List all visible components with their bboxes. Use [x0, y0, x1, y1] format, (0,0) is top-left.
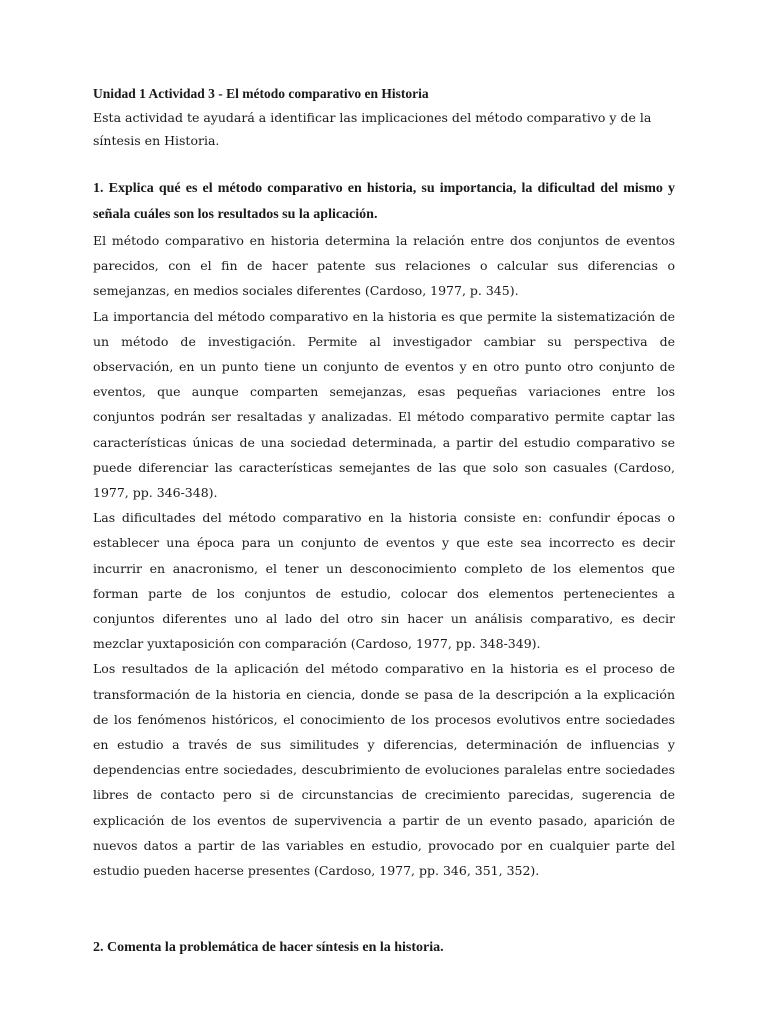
answer-paragraph-definition: El método comparativo en historia determina la relación entre dos conjuntos de eventos parecidos, con el fin de hacer patente sus relaciones o calcular sus diferencias o semejanzas, en medios sociales diferentes (Cardoso, 1977, p. 345). [93, 233, 675, 299]
activity-intro: Esta actividad te ayudará a identificar las implicaciones del método comparativo y de la síntesis en Historia. [93, 110, 652, 148]
answer-paragraph-importance: La importancia del método comparativo en la historia es que permite la sistematización de un método de investigación. Permite al investigador cambiar su perspectiva de observación, en un punto tiene un conjunto de eventos y en otro punto otro conjunto de eventos, que aunque comparten semejanzas, esas pequeñas variaciones entre los conjuntos podrán ser resaltadas y analizadas. El método comparativo permite captar las características únicas de una sociedad determinada, a partir del estudio comparativo se puede diferenciar las características semejantes de las que solo son casuales (Cardoso, 1977, pp. 346-348). [93, 308, 675, 501]
document-page [93, 82, 675, 961]
question-1-heading: 1. Explica qué es el método comparativo en historia, su importancia, la dificultad del mismo y señala cuáles son los resultados su la aplicación. [93, 181, 675, 222]
document-title: Unidad 1 Actividad 3 - El método comparativo en Historia [93, 86, 429, 101]
question-2-heading: 2. Comenta la problemática de hacer síntesis en la historia. [93, 940, 444, 956]
answer-paragraph-results: Los resultados de la aplicación del método comparativo en la historia es el proceso de transformación de la historia en ciencia, donde se pasa de la descripción a la explicación de los fenómenos históricos, el conocimiento de los procesos evolutivos entre sociedades en estudio a través de sus similitudes y diferencias, determinación de influencias y dependencias entre sociedades, descubrimiento de evoluciones paralelas entre sociedades libres de contacto pero si de circunstancias de crecimiento parecidas, sugerencia de explicación de los eventos de supervivencia a partir de un evento pasado, aparición de nuevos datos a partir de las variables en estudio, provocado por en cualquier parte del estudio pueden hacerse presentes (Cardoso, 1977, pp. 346, 351, 352). [93, 661, 675, 879]
answer-paragraph-difficulties: Las dificultades del método comparativo en la historia consiste en: confundir épocas o establecer una época para un conjunto de eventos y que este sea incorrecto es decir incurrir en anacronismo, el tener un desconocimiento completo de los elementos que forman parte de los conjuntos de estudio, colocar dos elementos pertenecientes a conjuntos diferentes uno al lado del otro sin hacer un análisis comparativo, es decir mezclar yuxtaposición con comparación (Cardoso, 1977, pp. 348-349). [93, 510, 675, 652]
